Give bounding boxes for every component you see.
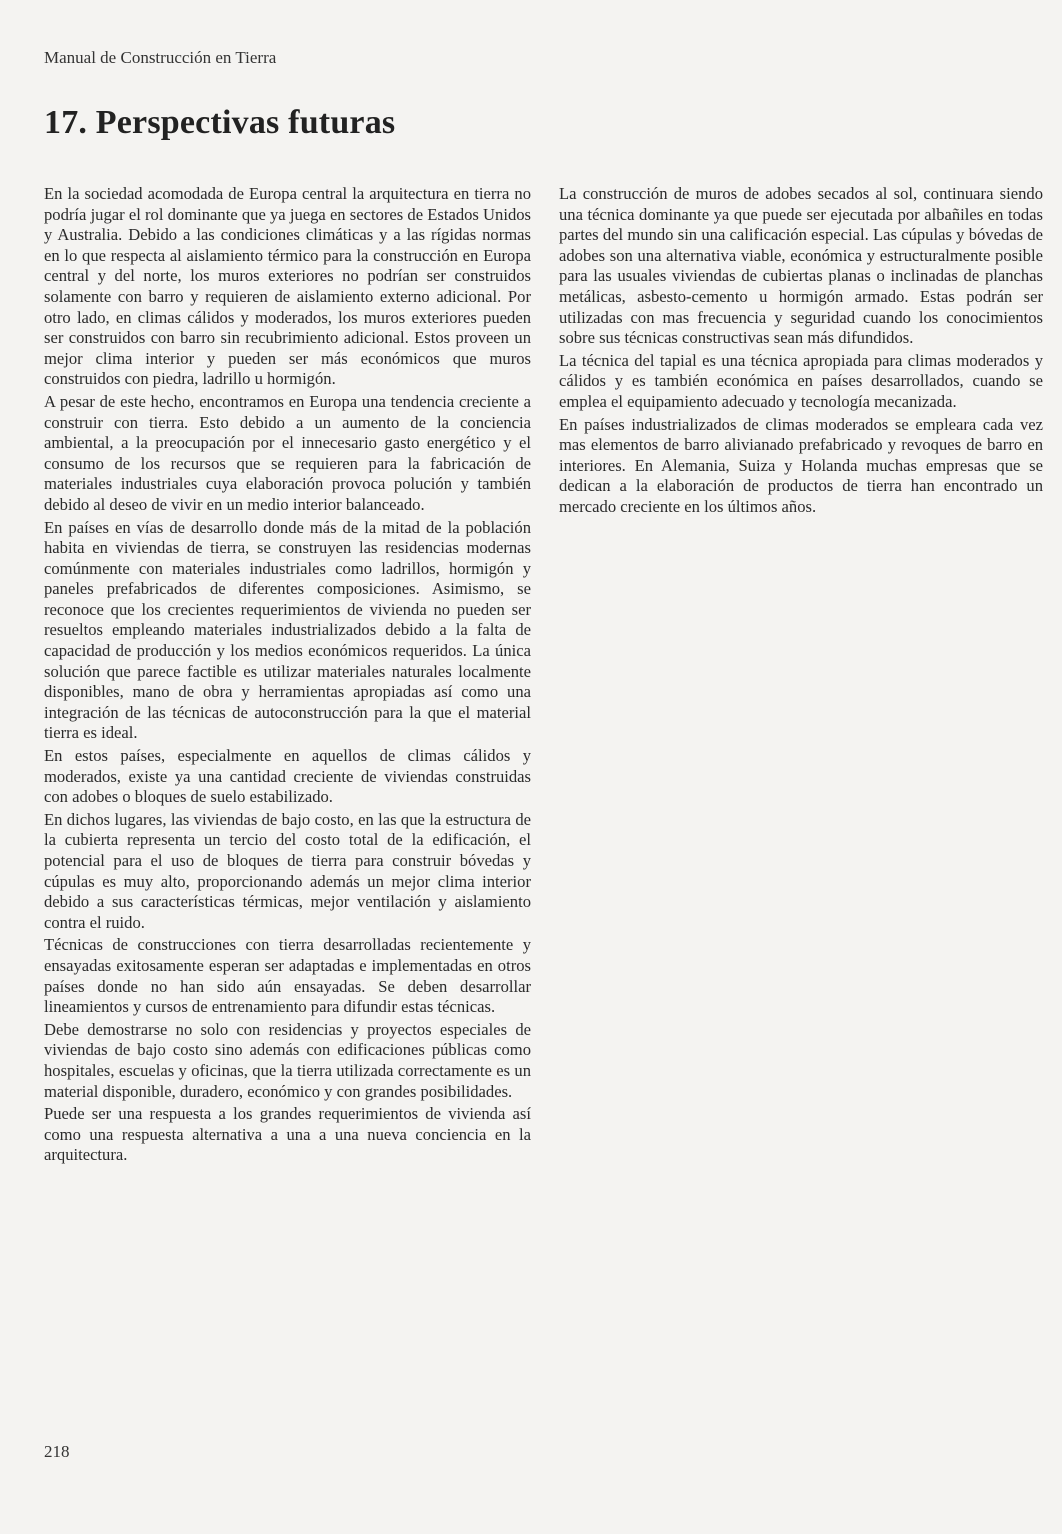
- chapter-title: 17. Perspectivas futuras: [44, 104, 396, 141]
- right-column: [559, 184, 1043, 520]
- paragraph: Puede ser una respuesta a los grandes requerimientos de vivienda así como una respuesta alternativa a una a una nueva conciencia en la arquitectura.: [44, 1104, 531, 1165]
- paragraph: La técnica del tapial es una técnica apropiada para climas moderados y cálidos y es también económica en países desarrollados, cuando se emplea el equipamiento adecuado y tecnología mecanizada.: [559, 350, 1043, 411]
- paragraph: En estos países, especialmente en aquellos de climas cálidos y moderados, existe ya una cantidad creciente de viviendas construidas con adobes o bloques de suelo estabilizado.: [44, 746, 531, 807]
- paragraph: Debe demostrarse no solo con residencias y proyectos especiales de viviendas de bajo costo sino además con edificaciones públicas como hospitales, escuelas y oficinas, que la tierra utilizada correctamente es un material disponible, duradero, económico y con grandes posibilidades.: [44, 1019, 531, 1101]
- paragraph: A pesar de este hecho, encontramos en Europa una tendencia creciente a construir con tierra. Esto debido a un aumento de la conciencia ambiental, a la preocupación por el innecesario gasto energético y el consumo de los recursos que se requieren para la fabricación de materiales industriales cuya elaboración provoca polución y también debido al deseo de vivir en un medio interior balanceado.: [44, 391, 531, 514]
- page-number: 218: [44, 1442, 70, 1461]
- paragraph: En dichos lugares, las viviendas de bajo costo, en las que la estructura de la cubierta representa un tercio del costo total de la edificación, el potencial para el uso de bloques de tierra para construir bóvedas y cúpulas es muy alto, proporcionando además un mejor clima interior debido a sus características térmicas, mejor ventilación y aislamiento contra el ruido.: [44, 809, 531, 932]
- paragraph: En países en vías de desarrollo donde más de la mitad de la población habita en viviendas de tierra, se construyen las residencias modernas comúnmente con materiales industriales como ladrillos, hormigón y paneles prefabricados de diferentes composiciones. Asimismo, se reconoce que los crecientes requerimientos de vivienda no pueden ser resueltos empleando materiales industrializados debido a la falta de capacidad de producción y los medios económicos requeridos. La única solución que parece factible es utilizar materiales naturales localmente disponibles, mano de obra y herramientas apropiadas así como una integración de las técnicas de autoconstrucción para la que el material tierra es ideal.: [44, 517, 531, 743]
- paragraph: En la sociedad acomodada de Europa central la arquitectura en tierra no podría jugar el rol dominante que ya juega en sectores de Estados Unidos y Australia. Debido a las condiciones climáticas y a las rígidas normas en lo que respecta al aislamiento térmico para la construcción en Europa central y del norte, los muros exteriores no podrían ser construidos solamente con barro y requieren de aislamiento externo adicional. Por otro lado, en climas cálidos y moderados, los muros exteriores pueden ser construidos con barro sin recubrimiento adicional. Estos proveen un mejor clima interior y pueden ser más económicos que muros construidos con piedra, ladrillo u hormigón.: [44, 184, 531, 389]
- running-head: Manual de Construcción en Tierra: [44, 48, 277, 67]
- paragraph: Técnicas de construcciones con tierra desarrolladas recientemente y ensayadas exitosamente esperan ser adaptadas e implementadas en otros países donde no han sido aún ensayadas. Se deben desarrollar lineamientos y cursos de entrenamiento para difundir estas técnicas.: [44, 935, 531, 1017]
- paragraph: En países industrializados de climas moderados se empleara cada vez mas elementos de barro alivianado prefabricado y revoques de barro en interiores. En Alemania, Suiza y Holanda muchas empresas que se dedican a la elaboración de productos de tierra han encontrado un mercado creciente en los últimos años.: [559, 414, 1043, 516]
- left-column: [44, 184, 531, 1168]
- paragraph: La construcción de muros de adobes secados al sol, continuara siendo una técnica dominante ya que puede ser ejecutada por albañiles en todas partes del mundo sin una calificación especial. Las cúpulas y bóvedas de adobes son una alternativa viable, económica y estructuralmente posible para las usuales viviendas de cubiertas planas o inclinadas de planchas metálicas, asbesto-cemento u hormigón armado. Estas podrán ser utilizadas con mas frecuencia y seguridad cuando los conocimientos sobre sus técnicas constructivas sean más difundidos.: [559, 184, 1043, 348]
